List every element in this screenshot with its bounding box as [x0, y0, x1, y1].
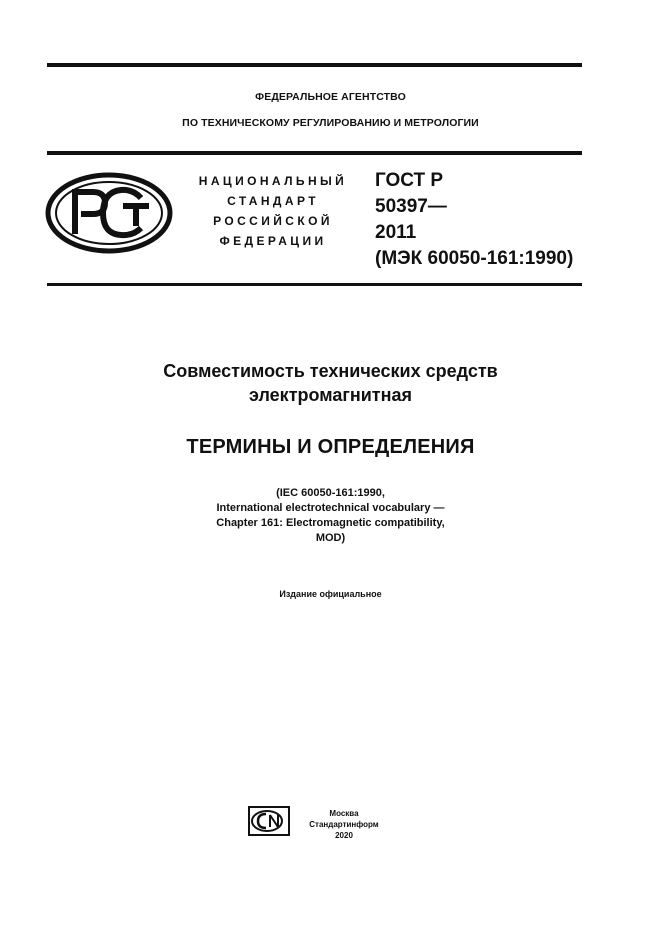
title-line-1: Совместимость технических средств — [163, 361, 498, 381]
iec-line-2: International electrotechnical vocabulary — — [216, 502, 445, 514]
document-subtitle: ТЕРМИНЫ И ОПРЕДЕЛЕНИЯ — [186, 436, 475, 458]
standard-designation — [375, 168, 573, 272]
header-rule-top — [47, 151, 582, 155]
national-standard-line-2: СТАНДАРТ — [227, 194, 319, 208]
iec-line-1: (IEC 60050-161:1990, — [276, 487, 385, 499]
national-standard-line-4: ФЕДЕРАЦИИ — [219, 234, 327, 248]
national-standard-label — [178, 171, 368, 251]
agency-line-2: ПО ТЕХНИЧЕСКОМУ РЕГУЛИРОВАНИЮ И МЕТРОЛОГИИ — [182, 117, 479, 129]
designation-line-1: ГОСТ Р — [375, 170, 444, 191]
edition-label: Издание официальное — [279, 589, 382, 599]
title-line-2: электромагнитная — [248, 385, 412, 405]
iec-line-3: Chapter 161: Electromagnetic compatibility, — [216, 517, 445, 529]
standartinform-logo-icon — [248, 806, 290, 836]
document-title — [0, 359, 661, 407]
top-rule — [47, 63, 582, 67]
designation-line-4: (МЭК 60050-161:1990) — [375, 248, 574, 269]
publisher-name: Стандартинформ — [309, 820, 379, 829]
iec-reference — [0, 486, 661, 546]
national-standard-line-1: НАЦИОНАЛЬНЫЙ — [198, 174, 348, 188]
designation-line-2: 50397— — [375, 196, 447, 217]
publisher-year: 2020 — [335, 831, 353, 840]
gost-r-logo-icon — [45, 172, 173, 254]
agency-line-1: ФЕДЕРАЛЬНОЕ АГЕНТСТВО — [255, 91, 406, 103]
publisher-city: Москва — [329, 809, 359, 818]
publisher-block — [305, 808, 383, 841]
national-standard-line-3: РОССИЙСКОЙ — [213, 214, 333, 228]
designation-line-3: 2011 — [375, 222, 417, 243]
header-rule-bottom — [47, 283, 582, 286]
iec-line-4: MOD) — [315, 532, 346, 544]
